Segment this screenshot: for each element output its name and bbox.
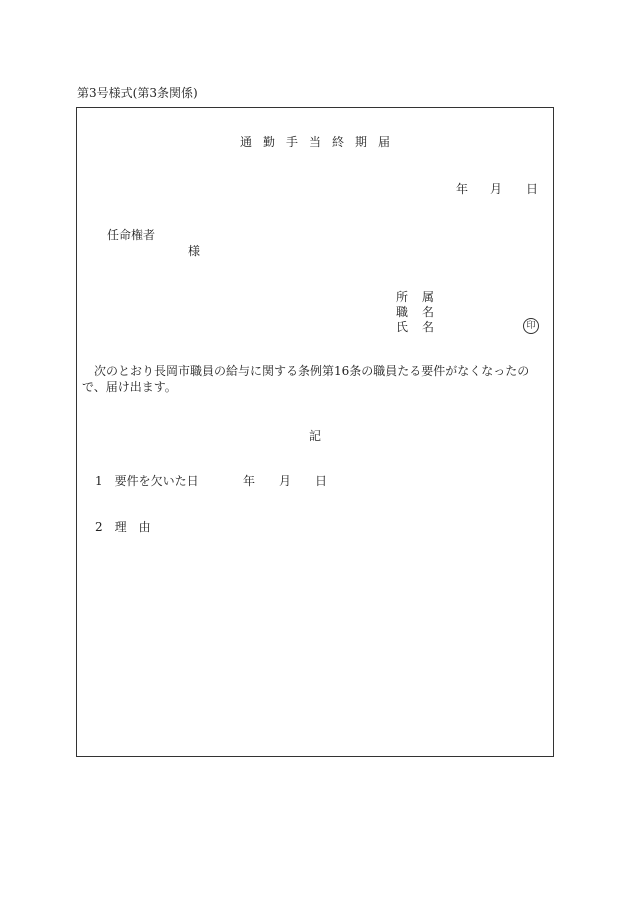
ki-heading: 記 (308, 429, 321, 443)
date-month: 月 (490, 182, 503, 196)
position-label: 職名 (396, 305, 449, 319)
form-number-label: 第3号様式(第3条関係) (77, 86, 198, 100)
item-year: 年 (243, 474, 256, 488)
form-title: 通勤手当終期届 (239, 135, 401, 149)
seal-icon: 印 (523, 318, 539, 334)
appointer-label: 任命権者 (107, 228, 156, 242)
honorific-label: 様 (188, 244, 201, 258)
item-month: 月 (279, 474, 292, 488)
date-day: 日 (526, 182, 539, 196)
name-label: 氏名 (396, 320, 449, 334)
affiliation-label: 所属 (396, 290, 449, 304)
item-day: 日 (315, 474, 328, 488)
item-reason-label: 2 理 由 (95, 520, 151, 534)
item-missing-date-label: 1 要件を欠いた日 (95, 474, 199, 488)
declaration-text: 次のとおり長岡市職員の給与に関する条例第16条の職員たる要件がなくなったので、届け出ます。 (82, 364, 530, 394)
date-year: 年 (456, 182, 469, 196)
